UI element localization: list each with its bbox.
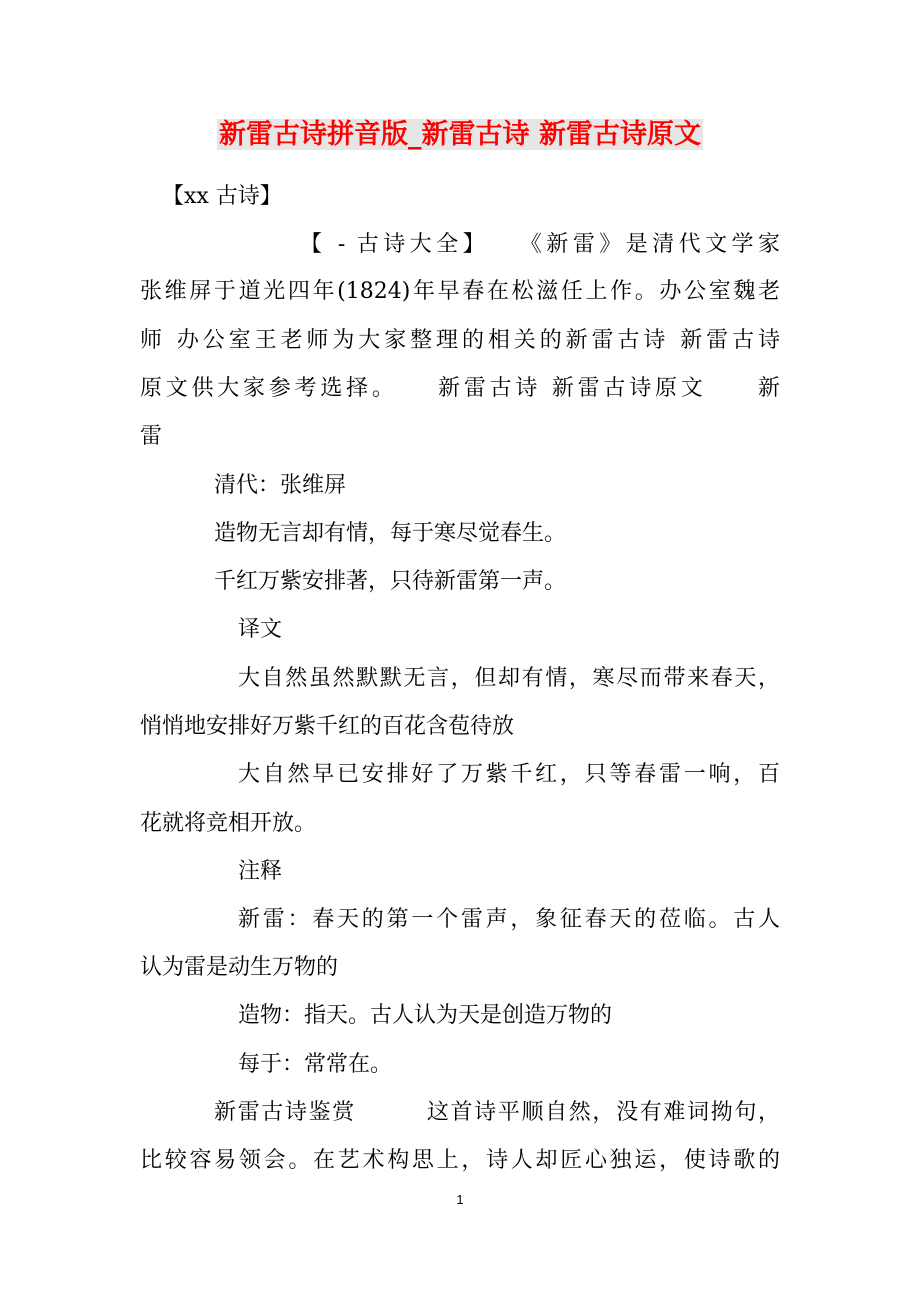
page-number: 1 xyxy=(456,1192,464,1207)
poem-line-2: 千红万紫安排著，只待新雷第一声。 xyxy=(214,569,567,594)
paragraph-line-4: 师 办公室王老师为大家整理的相关的新雷古诗 新雷古诗 xyxy=(140,328,780,353)
translation-line-4: 花就将竞相开放。 xyxy=(140,811,317,836)
paragraph-line-2: 【 - 古诗大全】 《新雷》是清代文学家 xyxy=(300,232,780,257)
section-heading-notes: 注释 xyxy=(238,859,283,884)
poem-line-1: 造物无言却有情，每于寒尽觉春生。 xyxy=(214,521,567,546)
translation-line-1: 大自然虽然默默无言，但却有情，寒尽而带来春天， xyxy=(238,666,780,691)
translation-line-2: 悄悄地安排好万紫千红的百花含苞待放 xyxy=(140,714,515,739)
note-line-3: 造物：指天。古人认为天是创造万物的 xyxy=(238,1003,613,1028)
paragraph-line-1: 【xx 古诗】 xyxy=(162,184,282,209)
document-title-text: 新雷古诗拼音版_新雷古诗 新雷古诗原文 xyxy=(219,119,701,150)
note-line-1: 新雷：春天的第一个雷声，象征春天的莅临。古人 xyxy=(238,907,780,932)
paragraph-line-5: 原文供大家参考选择。 新雷古诗 新雷古诗原文 新 xyxy=(140,376,780,401)
document-title xyxy=(0,114,920,156)
appreciation-line-2: 比较容易领会。在艺术构思上，诗人却匠心独运，使诗歌的 xyxy=(140,1148,780,1173)
translation-line-3: 大自然早已安排好了万紫千红，只等春雷一响，百 xyxy=(238,762,780,787)
paragraph-line-6: 雷 xyxy=(140,424,163,449)
section-heading-translation: 译文 xyxy=(238,617,283,642)
poem-author: 清代：张维屏 xyxy=(214,473,347,498)
note-line-2: 认为雷是动生万物的 xyxy=(140,955,339,980)
note-line-4: 每于：常常在。 xyxy=(238,1052,393,1077)
paragraph-line-3: 张维屏于道光四年(1824)年早春在松滋任上作。办公室魏老 xyxy=(140,279,780,304)
appreciation-line-1: 新雷古诗鉴赏 这首诗平顺自然，没有难词拗句， xyxy=(214,1100,780,1125)
